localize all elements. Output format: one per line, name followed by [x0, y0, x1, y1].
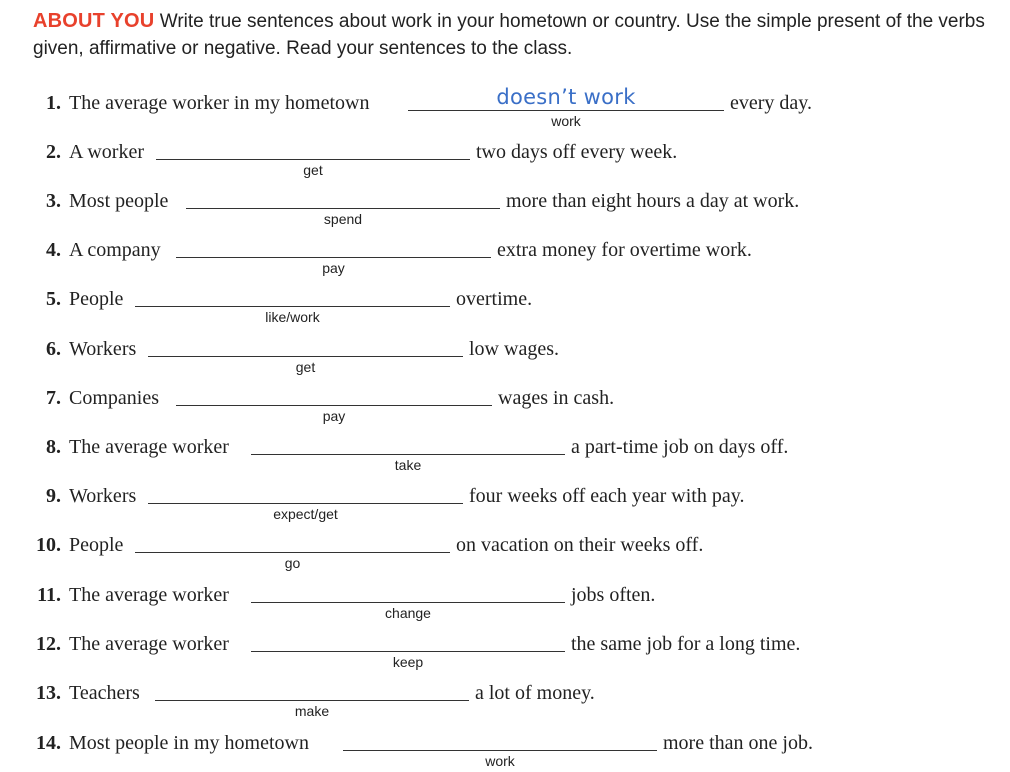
answer-blank-line[interactable]	[155, 700, 469, 701]
verb-hint: like/work	[265, 309, 320, 325]
verb-hint: change	[385, 605, 431, 621]
exercise-item	[0, 533, 1010, 573]
sentence-end: extra money for overtime work.	[497, 239, 752, 261]
sentence-start: Workers	[69, 485, 137, 507]
sentence-end: jobs often.	[571, 584, 656, 606]
exercise-item	[0, 238, 1010, 278]
answer-blank-line[interactable]	[176, 257, 491, 258]
answer-blank-line[interactable]	[135, 552, 450, 553]
answer-blank-line[interactable]	[408, 110, 724, 111]
sentence-end: a lot of money.	[475, 682, 595, 704]
sentence-end: more than one job.	[663, 732, 813, 754]
sentence-end: overtime.	[456, 288, 533, 310]
verb-hint: work	[485, 753, 515, 769]
exercise-item	[0, 632, 1010, 672]
item-number: 11.	[37, 584, 61, 606]
verb-hint: pay	[322, 260, 345, 276]
item-number: 3.	[46, 190, 61, 212]
verb-hint: get	[303, 162, 323, 178]
answer-blank-line[interactable]	[186, 208, 500, 209]
instructions-text: Write true sentences about work in your hometown or country. Use the simple present of the verbs given, affirmative or negative. Read your sentences to the class.	[33, 11, 985, 59]
sentence-start: Most people	[69, 190, 169, 212]
verb-hint: take	[394, 457, 422, 473]
item-number: 10.	[36, 534, 61, 556]
verb-hint: work	[551, 113, 581, 129]
handwritten-answer[interactable]: doesn’t work	[496, 85, 636, 109]
answer-blank-line[interactable]	[251, 454, 565, 455]
sentence-start: The average worker	[69, 633, 229, 655]
sentence-start: The average worker	[69, 584, 229, 606]
sentence-end: more than eight hours a day at work.	[506, 190, 800, 212]
sentence-end: on vacation on their weeks off.	[456, 534, 704, 556]
sentence-end: low wages.	[469, 338, 559, 360]
exercise-item	[0, 85, 1010, 131]
sentence-start: Most people in my hometown	[69, 732, 309, 754]
sentence-start: People	[69, 534, 124, 556]
sentence-end: every day.	[730, 92, 812, 114]
sentence-end: two days off every week.	[476, 141, 678, 163]
item-number: 2.	[46, 141, 61, 163]
exercise-item	[0, 386, 1010, 426]
item-number: 14.	[36, 732, 61, 754]
sentence-start: The average worker	[69, 436, 229, 458]
sentence-end: a part-time job on days off.	[571, 436, 789, 458]
answer-blank-line[interactable]	[176, 405, 492, 406]
answer-blank-line[interactable]	[251, 651, 565, 652]
exercise-item	[0, 681, 1010, 721]
item-number: 1.	[46, 92, 61, 114]
item-number: 7.	[46, 387, 61, 409]
answer-blank-line[interactable]	[251, 602, 565, 603]
instructions-header	[33, 8, 993, 62]
sentence-end: the same job for a long time.	[571, 633, 801, 655]
verb-hint: expect/get	[273, 506, 338, 522]
sentence-start: A worker	[69, 141, 144, 163]
sentence-start: Workers	[69, 338, 137, 360]
exercise-item	[0, 140, 1010, 180]
item-number: 13.	[36, 682, 61, 704]
sentence-start: A company	[69, 239, 161, 261]
exercise-item	[0, 435, 1010, 475]
exercise-item	[0, 287, 1010, 327]
sentence-start: The average worker in my hometown	[69, 92, 370, 114]
answer-blank-line[interactable]	[148, 503, 463, 504]
item-number: 4.	[46, 239, 61, 261]
answer-blank-line[interactable]	[156, 159, 470, 160]
verb-hint: spend	[323, 211, 363, 227]
answer-blank-line[interactable]	[148, 356, 463, 357]
exercise-item	[0, 189, 1010, 229]
about-you-label: ABOUT YOU	[33, 10, 155, 32]
exercise-item	[0, 337, 1010, 377]
item-number: 9.	[46, 485, 61, 507]
sentence-start: People	[69, 288, 124, 310]
verb-hint: keep	[392, 654, 424, 670]
exercise-item	[0, 484, 1010, 524]
sentence-start: Companies	[69, 387, 159, 409]
exercise-item	[0, 731, 1010, 771]
item-number: 6.	[46, 338, 61, 360]
exercise-item	[0, 583, 1010, 623]
answer-blank-line[interactable]	[135, 306, 450, 307]
verb-hint: make	[294, 703, 330, 719]
item-number: 8.	[46, 436, 61, 458]
verb-hint: pay	[322, 408, 346, 424]
sentence-end: four weeks off each year with pay.	[469, 485, 745, 507]
answer-blank-line[interactable]	[343, 750, 657, 751]
verb-hint: get	[295, 359, 316, 375]
sentence-start: Teachers	[69, 682, 140, 704]
item-number: 5.	[46, 288, 61, 310]
verb-hint: go	[284, 555, 301, 571]
sentence-end: wages in cash.	[498, 387, 615, 409]
item-number: 12.	[36, 633, 61, 655]
